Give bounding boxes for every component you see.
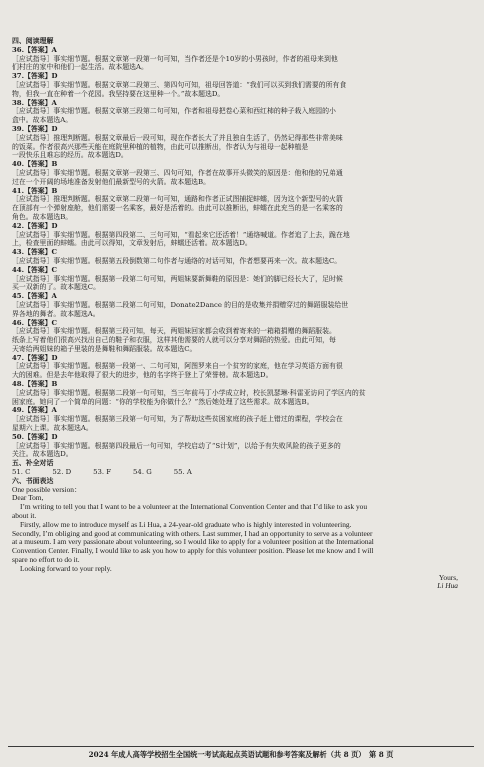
dialogue-answer: 53. F bbox=[93, 468, 112, 477]
section-heading-dialogue: 五、补全对话 bbox=[12, 459, 54, 468]
answer-key: 48.【答案】B bbox=[12, 380, 58, 389]
explanation-line: 在顶部有一个弹射座舱，他们需要一名乘客，最好是活着的。由此可以推断出，蚌蠕在此充当的是一名乘客的 bbox=[12, 204, 343, 213]
letter-closing: Yours, bbox=[438, 573, 458, 582]
page-content bbox=[12, 37, 474, 591]
answer-key: 36.【答案】A bbox=[12, 45, 57, 54]
explanation-line: ［应试指导］推理判断题。根据文章最后一段可知，现在作者长大了并且独自生活了，仍然记得那些非常美味 bbox=[12, 133, 343, 142]
dialogue-answer: 51. C bbox=[12, 468, 31, 477]
letter-line: Convention Center. Finally, I would like to ask you how to apply for this volunteer position. Please let me know and I will bbox=[12, 547, 374, 556]
letter-line: I’m writing to tell you that I want to be a volunteer at the International Convention Center and that I’d like to ask you bbox=[20, 503, 368, 512]
explanation-line: 过在一个开阔的场地准备发射他们最新型号的火箭。故本题选B。 bbox=[12, 177, 210, 186]
letter-line: about it. bbox=[12, 512, 37, 521]
explanation-line: 界各地的舞者。故本题选A。 bbox=[12, 309, 100, 318]
explanation-line: 困家庭。她问了一个简单的问题：“你的学校能为你做什么？”然后她处理了这些需求。故本题选B。 bbox=[12, 397, 314, 406]
dialogue-answer: 55. A bbox=[173, 468, 192, 477]
explanation-line: 天寄给两姐妹的箱子里装的是舞鞋和舞蹈服装。故本题选C。 bbox=[12, 344, 197, 353]
explanation-line: ［应试指导］事实细节题。根据第一段第二句可知，两姐妹要新舞鞋的原因是：她们的脚已经长大了，足时候 bbox=[12, 274, 343, 283]
letter-line: Looking forward to your reply. bbox=[20, 564, 112, 573]
answer-key: 41.【答案】B bbox=[12, 186, 58, 195]
explanation-line: ［应试指导］事实细节题。根据文章第二段第三、第四句可知，祖母回答道：“我们可以买到我们需要的所有食 bbox=[12, 80, 347, 89]
page-footer: 2024 年成人高等学校招生全国统一考试高起点英语试题和参考答案及解析（共 8 页） 第 8 页 bbox=[8, 746, 474, 760]
letter-salutation: Dear Tom, bbox=[12, 494, 44, 503]
answer-list bbox=[12, 46, 474, 459]
explanation-line: 纸条上写着他们很高兴找出自己的鞋子和衣服，这样其他需要的人就可以分享对舞蹈的热爱。由此可知，每 bbox=[12, 336, 336, 345]
explanation-line: ［应试指导］事实细节题。根据第二段第一句可知，当三年前马丁小学成立时，校长凯瑟琳·科雷亚访问了学区内的贫 bbox=[12, 388, 366, 397]
answer-key: 40.【答案】B bbox=[12, 160, 58, 169]
explanation-line: 关注。故本题选D。 bbox=[12, 450, 73, 459]
letter-line: spare no effort to do it. bbox=[12, 556, 80, 565]
section-heading-writing: 六、书面表达 bbox=[12, 476, 54, 485]
answer-key: 45.【答案】A bbox=[12, 292, 57, 301]
explanation-line: ［应试指导］事实细节题。根据第四段第二、三句可知，“看起来它还活着！”通络喊道。作者追了上去，跪在地 bbox=[12, 230, 350, 239]
explanation-line: 上，检查里面的蚌蠕。由此可以得知，文章发射后，蚌蠕还活着。故本题选D。 bbox=[12, 239, 252, 248]
dialogue-answers bbox=[12, 468, 474, 477]
section-heading-reading: 四、阅读理解 bbox=[12, 37, 54, 45]
explanation-line: 的饭菜。作者很高兴那些天能在庭院里种植的植物，由此可以推断出，作者认为与祖母一起种植是 bbox=[12, 142, 309, 151]
answer-key: 37.【答案】D bbox=[12, 72, 58, 81]
letter-line: at a museum. I am very passionate about volunteering, so I would like to apply for a volunteer position at the International bbox=[12, 538, 374, 547]
explanation-line: ［应试指导］事实细节题。根据第三段可知，每天，两姐妹回家都会收到着寄来的一箱箱捐赠的舞蹈服装。 bbox=[12, 327, 336, 336]
dialogue-answer: 52. D bbox=[52, 468, 72, 477]
explanation-line: ［应试指导］事实细节题。根据第四段最后一句可知，学校启动了“S计划”，以给予有失败风险的孩子更多的 bbox=[12, 441, 341, 450]
explanation-line: ［应试指导］事实细节题。根据第三段第一句可知，为了帮助这些贫困家庭的孩子赶上错过的课程，学校会在 bbox=[12, 415, 343, 424]
explanation-line: 大的困难。但是去年他取得了很大的进步，他的名字终于登上了荣誉榜。故本题选D。 bbox=[12, 371, 273, 380]
explanation-line: 们村庄的家中和他们一起生活。故本题选A。 bbox=[12, 63, 148, 72]
answer-key: 47.【答案】D bbox=[12, 353, 58, 362]
explanation-line: 星期六上课。故本题选A。 bbox=[12, 424, 93, 433]
explanation-line: ［应试指导］事实细节题。根据文章第三段第二句可知，作者和祖母把卷心菜和西红柿的种子栽入庭园的小 bbox=[12, 107, 336, 116]
writing-version: One possible version： bbox=[12, 485, 82, 494]
explanation-line: 盒中。故本题选A。 bbox=[12, 116, 73, 125]
letter-body bbox=[12, 503, 474, 573]
answer-key: 43.【答案】C bbox=[12, 248, 58, 257]
answer-key: 50.【答案】D bbox=[12, 432, 58, 441]
explanation-line: 买一双新的了。故本题选C。 bbox=[12, 283, 100, 292]
explanation-line: ［应试指导］事实细节题。根据第二段第二句可知，Donate2Dance 的目的是收集并捐赠穿过的舞蹈服装给世 bbox=[12, 300, 349, 309]
explanation-line: 一段快乐且难忘的经历。故本题选D。 bbox=[12, 151, 128, 160]
explanation-line: ［应试指导］事实细节题。根据第五段倒数第二句作者与通络的对话可知，作者想要再来一次。故本题选C。 bbox=[12, 256, 342, 265]
answer-key: 38.【答案】A bbox=[12, 98, 57, 107]
letter-signature: Li Hua bbox=[437, 582, 458, 591]
explanation-line: ［应试指导］事实细节题。根据文章第一段第一句可知，当作者还是个10岁的小男孩时，作者的祖母来到他 bbox=[12, 54, 338, 63]
dialogue-answer: 54. G bbox=[133, 468, 152, 477]
explanation-line: 物，但我一直在种着一个花园。我坚持要在这里种一个。”故本题选D。 bbox=[12, 89, 225, 98]
answer-key: 46.【答案】C bbox=[12, 318, 58, 327]
answer-key: 49.【答案】A bbox=[12, 406, 57, 415]
explanation-line: ［应试指导］事实细节题。根据文章第一段第三、四句可知，作者在故事开头微笑的原因是：他和他的兄弟通 bbox=[12, 168, 343, 177]
answer-key: 39.【答案】D bbox=[12, 124, 58, 133]
explanation-line: ［应试指导］事实细节题。根据第一段第一、二句可知，阿图罗来自一个贫穷的家庭，他在学习英语方面有很 bbox=[12, 362, 343, 371]
letter-line: Secondly, I’m obliging and good at communicating with others. Last summer, I had an opportunity to serve as a volunteer bbox=[12, 529, 373, 538]
answer-key: 44.【答案】C bbox=[12, 265, 58, 274]
explanation-line: ［应试指导］推理判断题。根据文章第二段第一句可知，通路和作者正试图捕捉蚌蠕，因为这个新型号的火箭 bbox=[12, 195, 343, 204]
letter-line: Firstly, allow me to introduce myself as Li Hua, a 24-year-old graduate who is highly interested in volunteering. bbox=[20, 520, 352, 529]
answer-key: 42.【答案】D bbox=[12, 221, 58, 230]
explanation-line: 角色。故本题选B。 bbox=[12, 212, 73, 221]
